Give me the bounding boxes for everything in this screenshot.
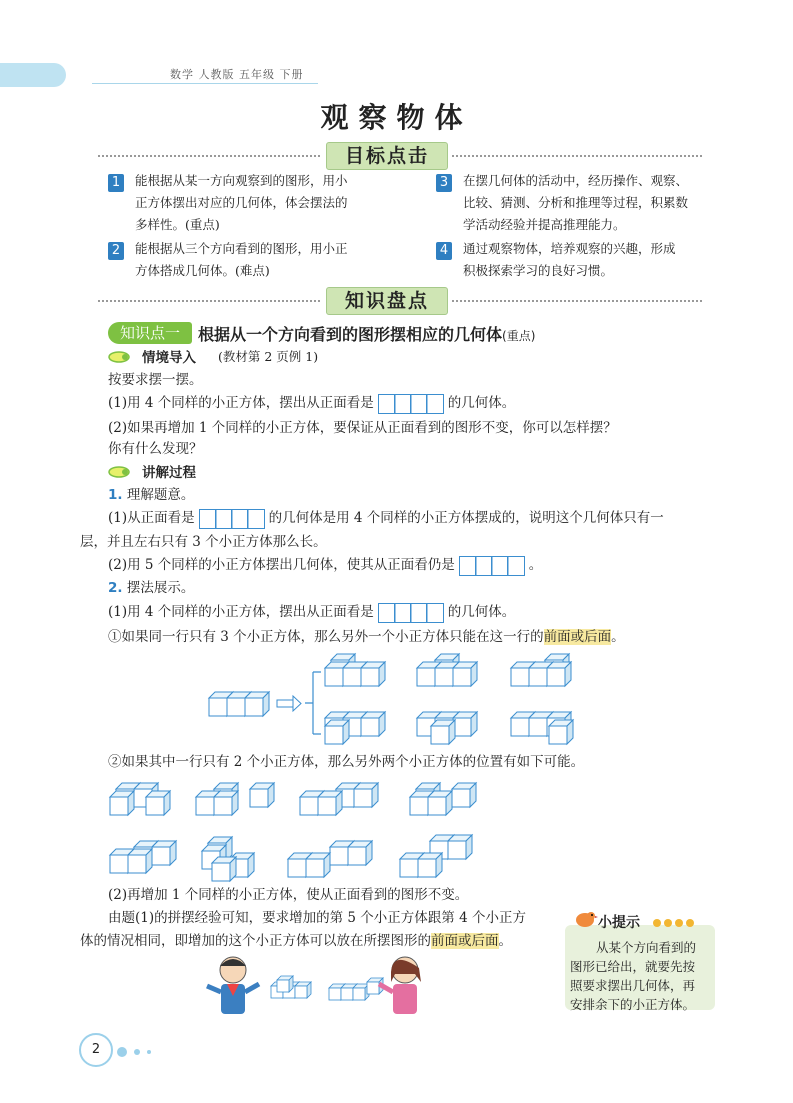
cube-arrangements-case-2 <box>100 775 500 885</box>
step-2: 2. 摆法展示。 <box>108 580 195 596</box>
step-1: 1. 理解题意。 <box>108 487 195 503</box>
divider-right <box>452 300 702 302</box>
tip-title: 小提示 <box>598 915 640 931</box>
intro-question-1: (1)用 4 个同样的小正方体，摆出从正面看是 的几何体。 <box>108 393 515 414</box>
cube-figure <box>417 654 477 686</box>
children-illustration <box>195 952 440 1022</box>
case-2: ②如果其中一行只有 2 个小正方体，那么另外两个小正方体的位置有如下可能。 <box>108 754 585 770</box>
header-rule <box>92 83 318 84</box>
step-2-part-3: 由题(1)的拼摆经验可知，要求增加的第 5 个小正方体跟第 4 个小正方 <box>108 910 526 926</box>
intro-label: 情境导入 <box>142 350 196 366</box>
cube-figure <box>202 837 254 881</box>
step-1-text: (1)从正面看是 的几何体是用 4 个同样的小正方体摆成的，说明这个几何体只有一 <box>108 508 728 529</box>
cube-figure <box>288 841 372 877</box>
explain-label: 讲解过程 <box>142 465 196 481</box>
objective-3: 在摆几何体的活动中，经历操作、观察、 比较、猜测、分析和推理等过程，积累数 学活动经验并提高推理能力。 <box>463 173 689 232</box>
cube-figure <box>511 712 573 744</box>
step-1-text-cont: 层，并且左右只有 3 个小正方体那么长。 <box>80 534 327 550</box>
boy-icon <box>207 957 259 1014</box>
cube-figure <box>110 841 176 873</box>
tip-text: 从某个方向看到的 图形已给出，就要先按 照要求摆出几何体，再 安排余下的小正方体。 <box>570 940 697 1012</box>
objective-number: 2 <box>108 242 124 260</box>
cube-figure <box>417 712 477 744</box>
divider-left <box>98 300 320 302</box>
cube-arrangements-case-1 <box>205 650 595 750</box>
knowledge-point-tag: (重点) <box>502 329 536 343</box>
objective-number: 3 <box>436 174 452 192</box>
cube-figure <box>300 783 378 815</box>
three-square-figure <box>199 509 265 529</box>
page-dots-icon <box>116 1046 156 1058</box>
intro-reference: (教材第 2 页例 1) <box>218 349 319 364</box>
highlight: 前面或后面 <box>431 933 499 949</box>
objective-4: 通过观察物体，培养观察的兴趣，形成 积极探索学习的良好习惯。 <box>463 241 676 278</box>
cube-figure <box>325 654 385 686</box>
header-tab <box>0 63 66 87</box>
header-subject: 数学 人教版 五年级 下册 <box>170 68 304 81</box>
knowledge-point-title: 根据从一个方向看到的图形摆相应的几何体(重点) <box>198 325 536 344</box>
cube-figure <box>196 783 274 815</box>
section-marker-icon <box>108 466 130 478</box>
intro-question-3: 你有什么发现？ <box>108 441 203 457</box>
bird-icon <box>572 908 598 930</box>
step-2-part-1: (1)用 4 个同样的小正方体，摆出从正面看是 的几何体。 <box>108 602 515 623</box>
three-square-figure <box>378 603 444 623</box>
cube-base-figure <box>209 692 269 716</box>
three-square-figure <box>459 556 525 576</box>
case-1: ①如果同一行只有 3 个小正方体，那么另外一个小正方体只能在这一行的前面或后面。 <box>108 629 625 645</box>
cube-figure <box>110 783 170 815</box>
intro-question-2: (2)如果再增加 1 个同样的小正方体，要保证从正面看到的图形不变，你可以怎样摆？ <box>108 420 617 436</box>
dots-decoration-icon <box>652 918 696 928</box>
step-1-text-2: (2)用 5 个同样的小正方体摆出几何体，使其从正面看仍是 。 <box>108 555 542 576</box>
section-banner-knowledge: 知识盘点 <box>326 287 448 315</box>
girl-icon <box>379 957 421 1014</box>
arrow-icon <box>277 696 301 711</box>
section-marker-icon <box>108 351 130 363</box>
page-title: 观察物体 <box>320 101 473 134</box>
step-2-part-3-cont: 体的情况相同，即增加的这个小正方体可以放在所摆图形的前面或后面。 <box>80 933 512 949</box>
objective-1: 能根据从某一方向观察到的图形，用小 正方体摆出对应的几何体，体会摆法的 多样性。(重点) <box>135 173 348 232</box>
cube-figure <box>410 783 476 815</box>
intro-line: 按要求摆一摆。 <box>108 372 203 388</box>
cube-figure <box>511 654 571 686</box>
objective-2: 能根据从三个方向看到的图形，用小正 方体搭成几何体。(难点) <box>135 241 348 278</box>
divider-right <box>452 155 702 157</box>
objective-number: 4 <box>436 242 452 260</box>
three-square-figure <box>378 394 444 414</box>
cube-model <box>329 978 383 1000</box>
section-banner-goals: 目标点击 <box>326 142 448 170</box>
objective-number: 1 <box>108 174 124 192</box>
knowledge-point-badge: 知识点一 <box>108 322 192 344</box>
step-2-part-2: (2)再增加 1 个同样的小正方体，使从正面看到的图形不变。 <box>108 887 469 903</box>
cube-model <box>271 976 311 998</box>
cube-figure <box>400 835 472 877</box>
page-number: 2 <box>79 1033 113 1067</box>
divider-left <box>98 155 320 157</box>
highlight: 前面或后面 <box>543 629 612 645</box>
cube-figure <box>325 712 385 744</box>
